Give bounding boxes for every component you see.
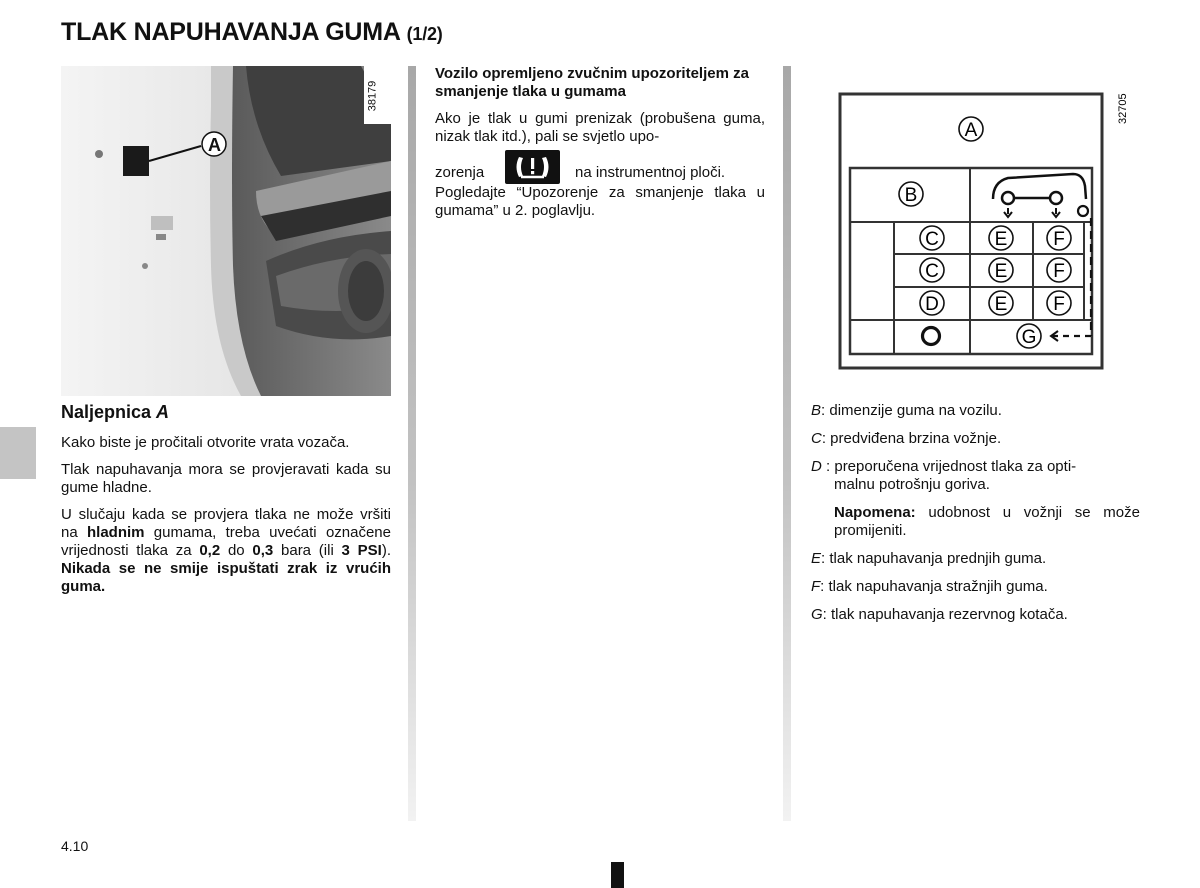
- sticker-heading-prefix: Naljepnica: [61, 402, 157, 422]
- sticker-heading-letter: A: [156, 402, 170, 422]
- sticker-a: [123, 146, 149, 176]
- diagram-label-d: D: [925, 294, 939, 315]
- legend-key-b: B: [811, 402, 822, 419]
- left-column: [61, 402, 391, 605]
- p3-bold-warning: Nikada se ne smije ispuštati zrak iz vrućih guma.: [61, 560, 391, 595]
- middle-paragraph-1: Ako je tlak u gumi prenizak (probušena guma, nizak tlak itd.), pali se svjetlo upo-: [435, 110, 765, 145]
- page-title-main: TLAK NAPUHAVANJA GUMA: [61, 18, 400, 46]
- p3-text-b: gumama, treba uvećati označene vrijednosti tlaka za: [61, 524, 391, 559]
- legend-item-g: [811, 606, 1140, 624]
- diagram-label-a: A: [964, 120, 978, 141]
- legend-text-d-1: : preporučena vrijednost tlaka za opti-: [821, 458, 1077, 475]
- left-paragraph-2: Tlak napuhavanja mora se provjeravati kada su gume hladne.: [61, 461, 391, 496]
- legend-text-c: : predviđena brzina vožnje.: [821, 430, 1002, 447]
- diagram-label-e-row3: E: [994, 294, 1008, 315]
- legend-text-g: : tlak napuhavanja rezervnog kotača.: [822, 606, 1068, 623]
- middle-p2-text-b: na instrumentnoj ploči.: [575, 164, 726, 181]
- diagram-label-f-row1: F: [1053, 229, 1065, 250]
- door-illustration: [61, 66, 391, 396]
- legend-item-b: [811, 402, 1140, 420]
- diagram-label-c-row1: C: [925, 229, 939, 250]
- diagram-legend: [811, 402, 1140, 634]
- page-title: [61, 18, 443, 47]
- legend-key-g: G: [811, 606, 823, 623]
- column-separator-left: [408, 66, 416, 821]
- p3-text-c: do: [220, 542, 253, 559]
- p3-bold-hladnim: hladnim: [86, 524, 145, 541]
- diagram-label-f-row3: F: [1053, 294, 1065, 315]
- page-title-part: (1/2): [406, 24, 443, 44]
- legend-item-f: [811, 578, 1140, 596]
- legend-item-e: [811, 550, 1140, 568]
- p3-bold-value-1: 0,2: [199, 542, 221, 559]
- diagram-label-b: B: [904, 185, 918, 206]
- page-bottom-marker: [611, 862, 624, 888]
- legend-key-f: F: [811, 578, 821, 595]
- p3-text-a: U slučaju kada se provjera tlaka ne može vršiti na: [61, 506, 391, 541]
- middle-column: [435, 65, 765, 229]
- p3-text-e: ).: [381, 542, 391, 559]
- legend-text-b: : dimenzije guma na vozilu.: [821, 402, 1002, 419]
- legend-key-d: D: [811, 458, 822, 475]
- page-number: 4.10: [61, 838, 89, 854]
- left-paragraph-1: Kako biste je pročitali otvorite vrata vozača.: [61, 434, 350, 451]
- legend-note: [811, 504, 1140, 540]
- legend-text-e: : tlak napuhavanja prednjih guma.: [821, 550, 1047, 567]
- p3-bold-psi: 3 PSI: [341, 542, 382, 559]
- legend-key-e: E: [811, 550, 822, 567]
- diagram-label-e-row1: E: [994, 229, 1008, 250]
- legend-note-text: udobnost u vožnji se može promijeniti.: [834, 504, 1140, 539]
- legend-text-f: : tlak napuhavanja stražnjih guma.: [820, 578, 1048, 595]
- sticker-heading: [61, 402, 391, 423]
- legend-item-d: [811, 458, 1140, 494]
- door-sticker-photo: [61, 66, 391, 396]
- photo-ref-number: 38179: [366, 80, 379, 112]
- middle-p2-text-a: zorenja: [435, 164, 485, 181]
- sticker-diagram-svg: [808, 66, 1148, 386]
- left-paragraph-3: [61, 506, 391, 596]
- legend-item-c: [811, 430, 1140, 448]
- legend-text-d-2: malnu potrošnju goriva.: [834, 476, 990, 493]
- diagram-label-c-row2: C: [925, 261, 939, 282]
- middle-paragraph-2: [435, 150, 765, 182]
- tyre-pressure-warning-icon: [505, 150, 560, 184]
- middle-heading: Vozilo opremljeno zvučnim upozoriteljem za smanjenje tlaka u gumama: [435, 65, 749, 100]
- p3-bold-value-2: 0,3: [252, 542, 274, 559]
- diagram-ref-number: 32705: [1117, 93, 1129, 124]
- diagram-label-e-row2: E: [994, 261, 1008, 282]
- diagram-label-g: G: [1021, 327, 1037, 348]
- p3-text-d: bara (ili: [273, 542, 342, 559]
- column-separator-right: [783, 66, 791, 821]
- legend-note-label: Napomena:: [834, 504, 916, 521]
- photo-callout-label: A: [208, 135, 221, 155]
- diagram-label-f-row2: F: [1053, 261, 1065, 282]
- middle-paragraph-3: Pogledajte “Upozorenje za smanjenje tlaka u gumama” u 2. poglavlju.: [435, 184, 765, 219]
- tyre-sticker-diagram: [808, 66, 1148, 386]
- section-tab-marker: [0, 427, 36, 479]
- legend-key-c: C: [811, 430, 822, 447]
